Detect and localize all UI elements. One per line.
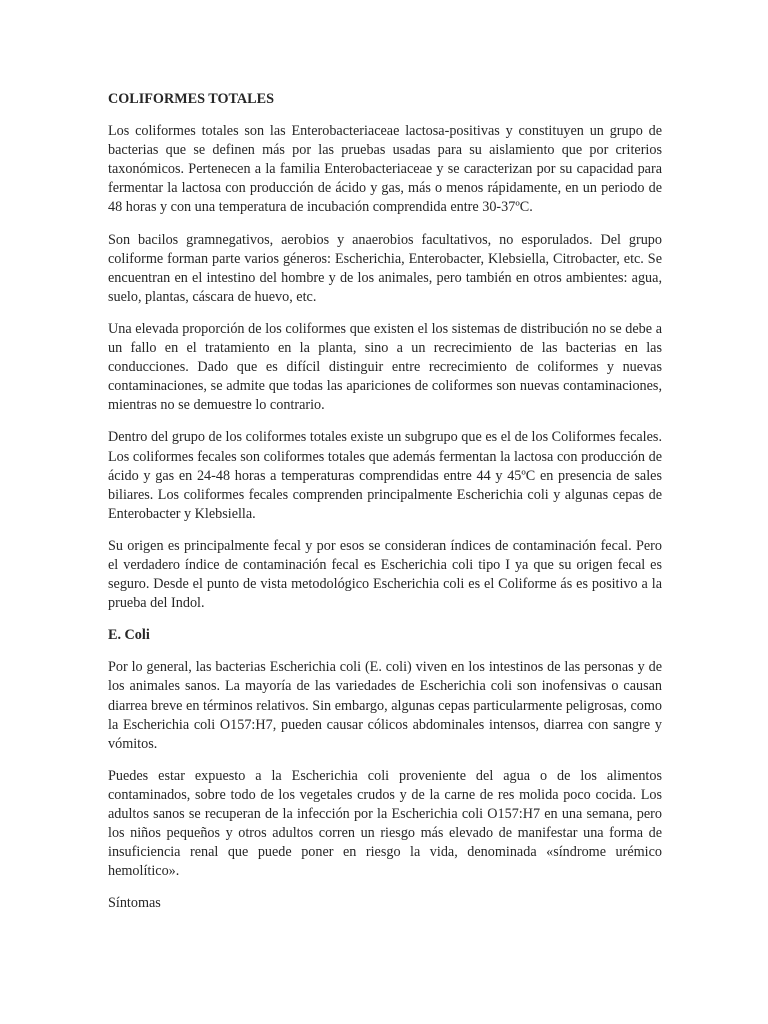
paragraph-e-coli-general: Por lo general, las bacterias Escherichia coli (E. coli) viven en los intestinos de las personas y de los animales sanos. La mayoría de las variedades de Escherichia coli son inofensivas o causan diarrea breve en términos relativos. Sin embargo, algunas cepas particularmente peligrosas, como la Escherichia coli O157:H7, pueden causar cólicos abdominales intensos, diarrea con sangre y vómitos. [108, 659, 662, 752]
document-title: COLIFORMES TOTALES [108, 91, 274, 107]
paragraph-origen-fecal: Su origen es principalmente fecal y por esos se consideran índices de contaminación fecal. Pero el verdadero índice de contaminación fecal es Escherichia coli tipo I ya que su origen fecal es seguro. Desde el punto de vista metodológico Escherichia coli es el Coliforme ás es positivo a la prueba del Indol. [108, 537, 662, 612]
document-page [108, 90, 662, 926]
paragraph-distribucion: Una elevada proporción de los coliformes que existen el los sistemas de distribución no se debe a un fallo en el tratamiento en la planta, sino a un recrecimiento de las bacterias en las conducciones. Dado que es difícil distinguir entre recrecimiento de coliformes y nuevas contaminaciones, se admite que todas las apariciones de coliformes son nuevas contaminaciones, mientras no se demuestre lo contrario. [108, 320, 662, 414]
section-heading-e-coli: E. Coli [108, 627, 150, 644]
sintomas-label: Síntomas [108, 895, 161, 912]
paragraph-bacilos: Son bacilos gramnegativos, aerobios y anaerobios facultativos, no esporulados. Del grupo coliforme forman parte varios géneros: Escherichia, Enterobacter, Klebsiella, Citrobacter, etc. Se encuentran en el intestino del hombre y de los animales, pero también en otros ambientes: agua, suelo, plantas, cáscara de huevo, etc. [108, 231, 662, 305]
paragraph-e-coli-exposicion: Puedes estar expuesto a la Escherichia coli proveniente del agua o de los alimentos contaminados, sobre todo de los vegetales crudos y de la carne de res molida poco cocida. Los adultos sanos se recuperan de la infección por la Escherichia coli O157:H7 en una semana, pero los niños pequeños y otros adultos corren un riesgo más elevado de manifestar una forma de insuficiencia renal que puede poner en riesgo la vida, denominada «síndrome urémico hemolítico». [108, 767, 662, 880]
paragraph-coliformes-fecales: Dentro del grupo de los coliformes totales existe un subgrupo que es el de los Coliformes fecales. Los coliformes fecales son coliformes totales que además fermentan la lactosa con producción de ácido y gas en 24-48 horas a temperaturas comprendidas entre 44 y 45ºC en presencia de sales biliares. Los coliformes fecales comprenden principalmente Escherichia coli y algunas cepas de Enterobacter y Klebsiella. [108, 429, 662, 522]
paragraph-coliformes-definition: Los coliformes totales son las Enterobacteriaceae lactosa-positivas y constituyen un grupo de bacterias que se definen más por las pruebas usadas para su aislamiento que por criterios taxonómicos. Pertenecen a la familia Enterobacteriaceae y se caracterizan por su capacidad para fermentar la lactosa con producción de ácido y gas, más o menos rápidamente, en un periodo de 48 horas y con una temperatura de incubación comprendida entre 30-37ºC. [108, 123, 662, 216]
